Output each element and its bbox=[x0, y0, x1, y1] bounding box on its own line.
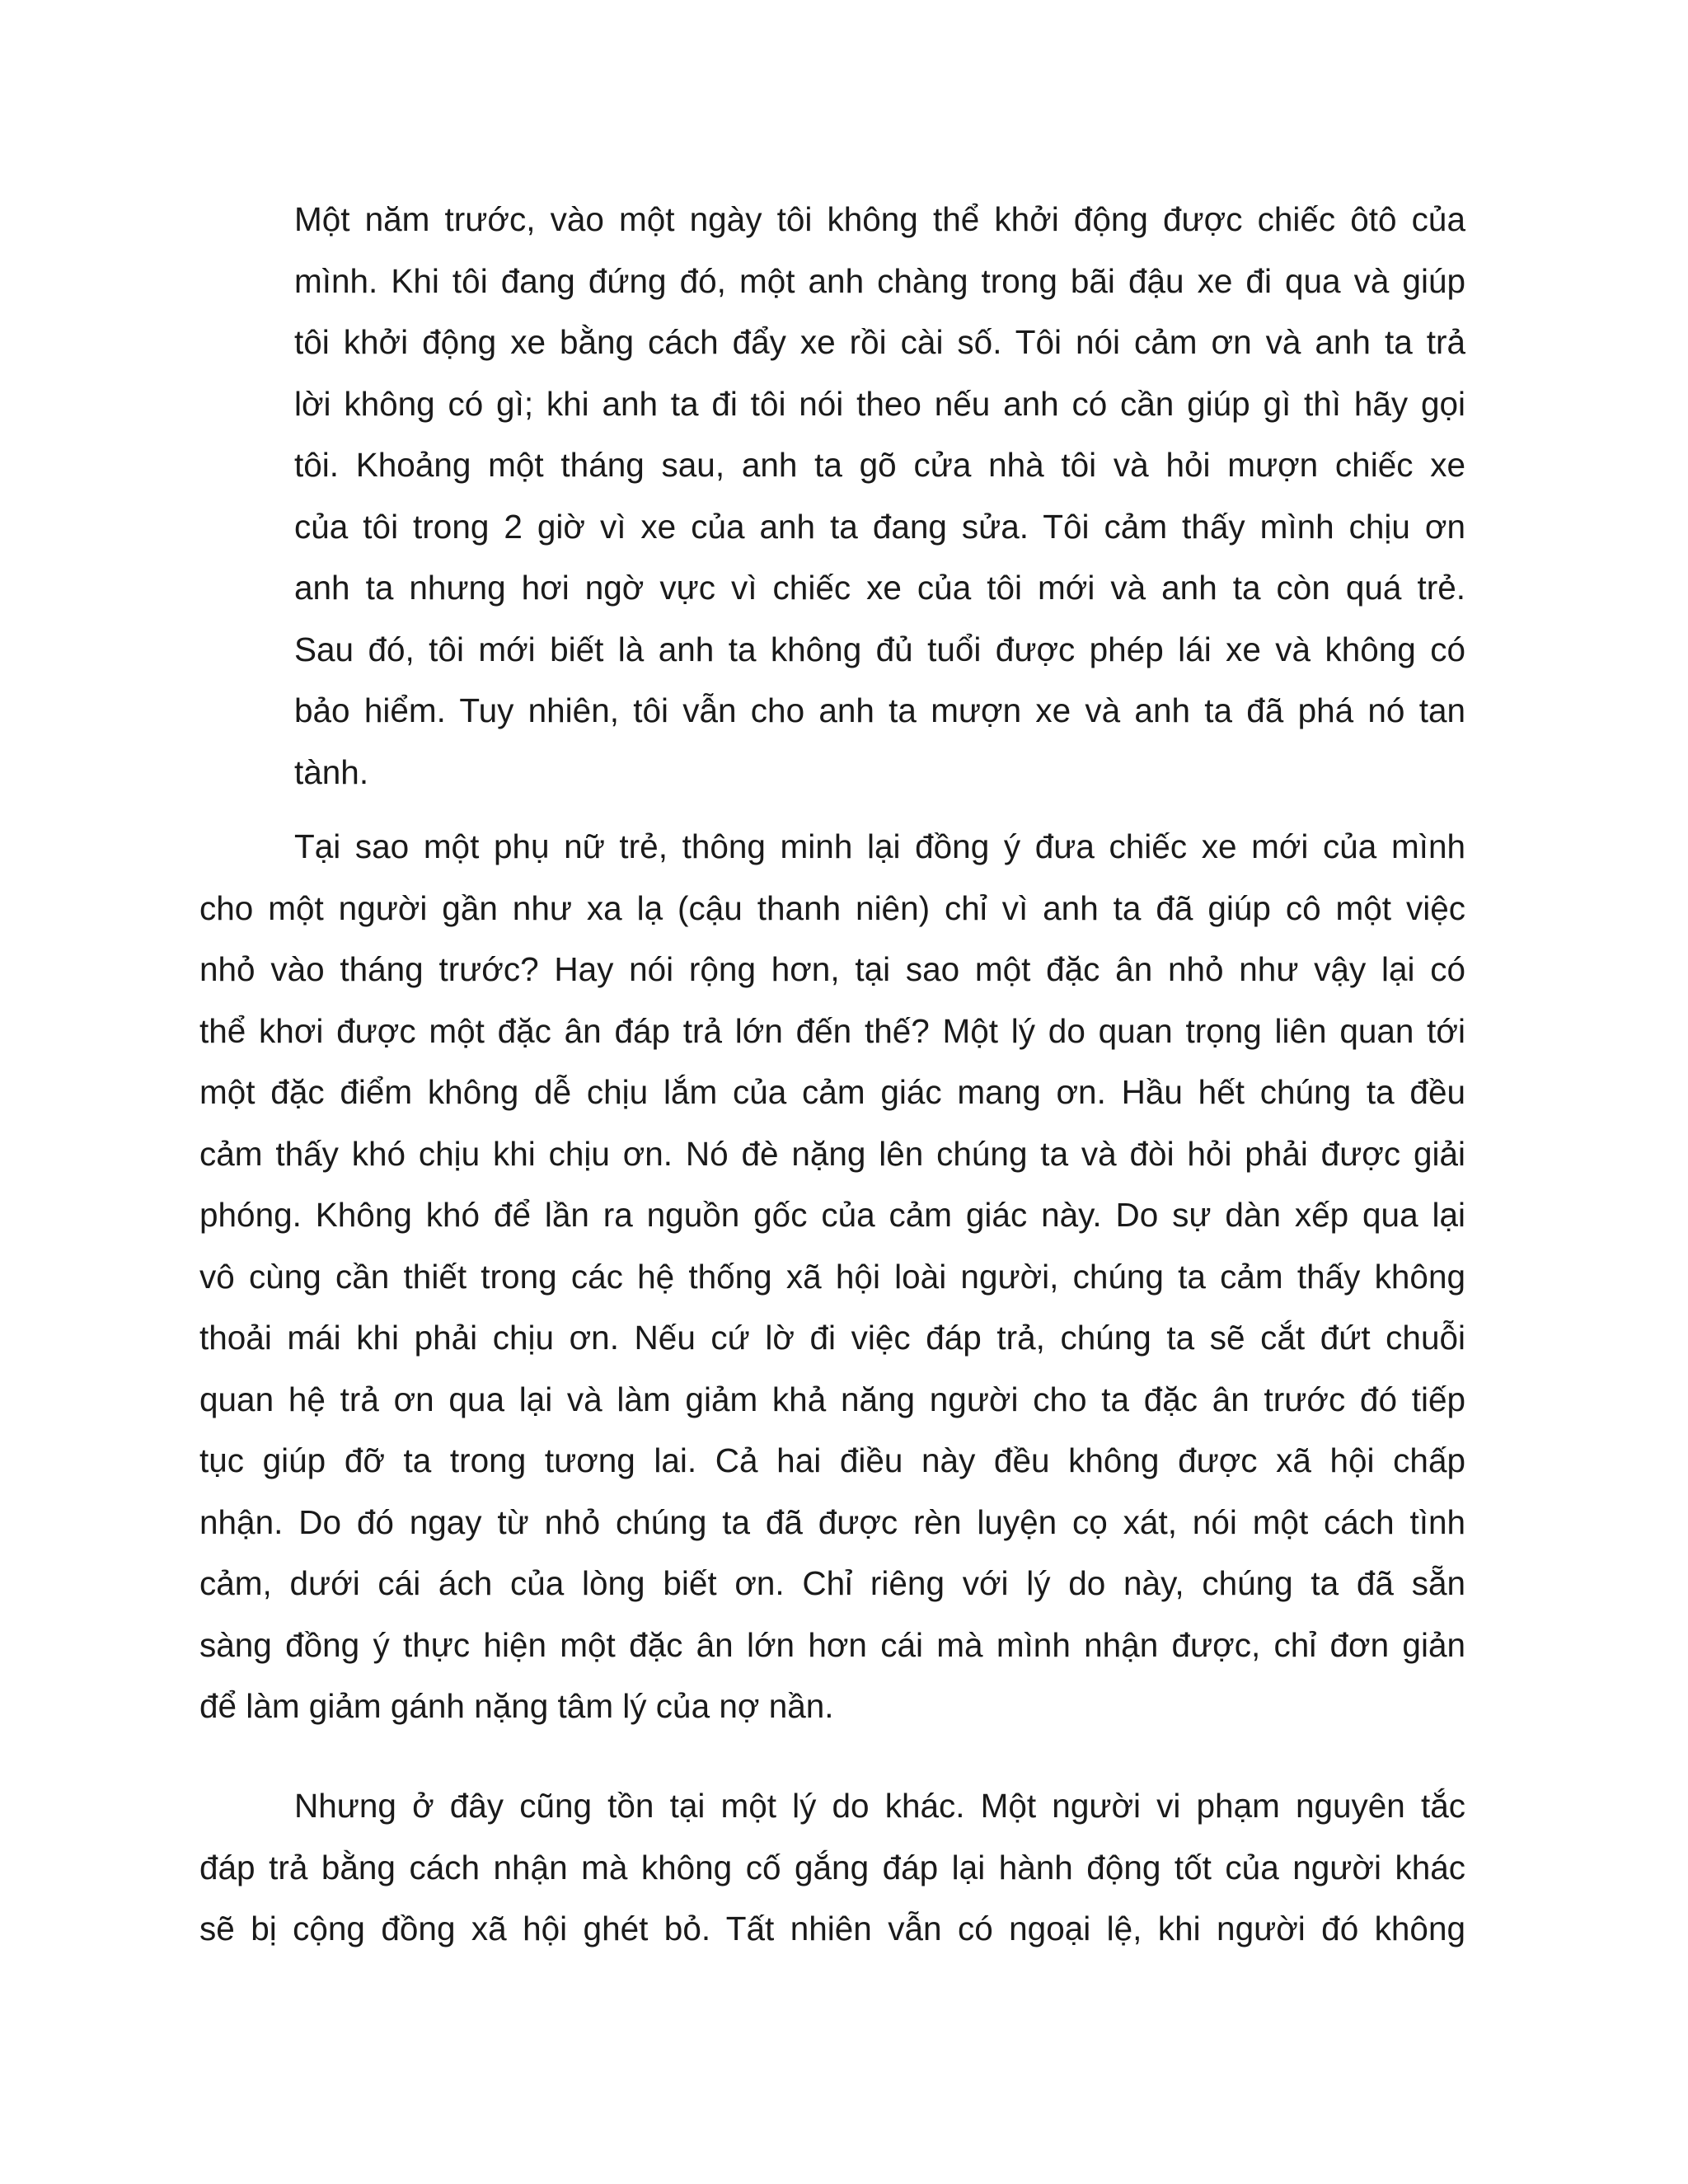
text-line: quan hệ trả ơn qua lại và làm giảm khả năng người cho ta đặc ân trước đó tiếp bbox=[199, 1380, 1465, 1418]
paragraph-2 bbox=[199, 816, 1465, 1737]
text-line: mình. Khi tôi đang đứng đó, một anh chàng trong bãi đậu xe đi qua và giúp bbox=[294, 261, 1465, 300]
text-line: sàng đồng ý thực hiện một đặc ân lớn hơn cái mà mình nhận được, chỉ đơn giản bbox=[199, 1625, 1465, 1664]
text-line: tục giúp đỡ ta trong tương lai. Cả hai điều này đều không được xã hội chấp bbox=[199, 1441, 1465, 1479]
text-line: Nhưng ở đây cũng tồn tại một lý do khác. Một người vi phạm nguyên tắc bbox=[294, 1787, 1465, 1825]
text-line: bảo hiểm. Tuy nhiên, tôi vẫn cho anh ta mượn xe và anh ta đã phá nó tan bbox=[294, 691, 1465, 729]
text-line: Sau đó, tôi mới biết là anh ta không đủ tuổi được phép lái xe và không có bbox=[294, 630, 1465, 668]
text-line: anh ta nhưng hơi ngờ vực vì chiếc xe của tôi mới và anh ta còn quá trẻ. bbox=[294, 569, 1465, 607]
text-line: tôi. Khoảng một tháng sau, anh ta gõ cửa nhà tôi và hỏi mượn chiếc xe bbox=[294, 446, 1465, 484]
text-line: lời không có gì; khi anh ta đi tôi nói theo nếu anh có cần giúp gì thì hãy gọi bbox=[294, 384, 1465, 423]
text-line: một đặc điểm không dễ chịu lắm của cảm giác mang ơn. Hầu hết chúng ta đều bbox=[199, 1073, 1465, 1111]
text-line: để làm giảm gánh nặng tâm lý của nợ nần. bbox=[199, 1687, 834, 1725]
text-line: đáp trả bằng cách nhận mà không cố gắng đáp lại hành động tốt của người khác bbox=[199, 1848, 1465, 1886]
text-line: cảm, dưới cái ách của lòng biết ơn. Chỉ riêng với lý do này, chúng ta đã sẵn bbox=[199, 1564, 1465, 1602]
text-line: thoải mái khi phải chịu ơn. Nếu cứ lờ đi việc đáp trả, chúng ta sẽ cắt đứt chuỗi bbox=[199, 1319, 1465, 1357]
text-line: vô cùng cần thiết trong các hệ thống xã hội loài người, chúng ta cảm thấy không bbox=[199, 1257, 1465, 1296]
text-line: thể khơi được một đặc ân đáp trả lớn đến thế? Một lý do quan trọng liên quan tới bbox=[199, 1011, 1465, 1050]
text-line: tành. bbox=[294, 752, 369, 791]
text-line: Tại sao một phụ nữ trẻ, thông minh lại đồng ý đưa chiếc xe mới của mình bbox=[294, 827, 1465, 865]
text-line: tôi khởi động xe bằng cách đẩy xe rồi cài số. Tôi nói cảm ơn và anh ta trả bbox=[294, 323, 1465, 361]
text-line: của tôi trong 2 giờ vì xe của anh ta đang sửa. Tôi cảm thấy mình chịu ơn bbox=[294, 507, 1465, 546]
paragraph-1 bbox=[294, 189, 1465, 803]
text-line: cho một người gần như xa lạ (cậu thanh niên) chỉ vì anh ta đã giúp cô một việc bbox=[199, 888, 1465, 927]
paragraph-3 bbox=[199, 1775, 1465, 1960]
text-line: nhỏ vào tháng trước? Hay nói rộng hơn, tại sao một đặc ân nhỏ như vậy lại có bbox=[199, 950, 1465, 988]
text-line: nhận. Do đó ngay từ nhỏ chúng ta đã được rèn luyện cọ xát, nói một cách tình bbox=[199, 1502, 1465, 1541]
text-line: cảm thấy khó chịu khi chịu ơn. Nó đè nặng lên chúng ta và đòi hỏi phải được giải bbox=[199, 1134, 1465, 1173]
text-line: Một năm trước, vào một ngày tôi không thể khởi động được chiếc ôtô của bbox=[294, 200, 1465, 238]
text-line: sẽ bị cộng đồng xã hội ghét bỏ. Tất nhiên vẫn có ngoại lệ, khi người đó không bbox=[199, 1910, 1465, 1947]
text-line: phóng. Không khó để lần ra nguồn gốc của cảm giác này. Do sự dàn xếp qua lại bbox=[199, 1196, 1465, 1234]
